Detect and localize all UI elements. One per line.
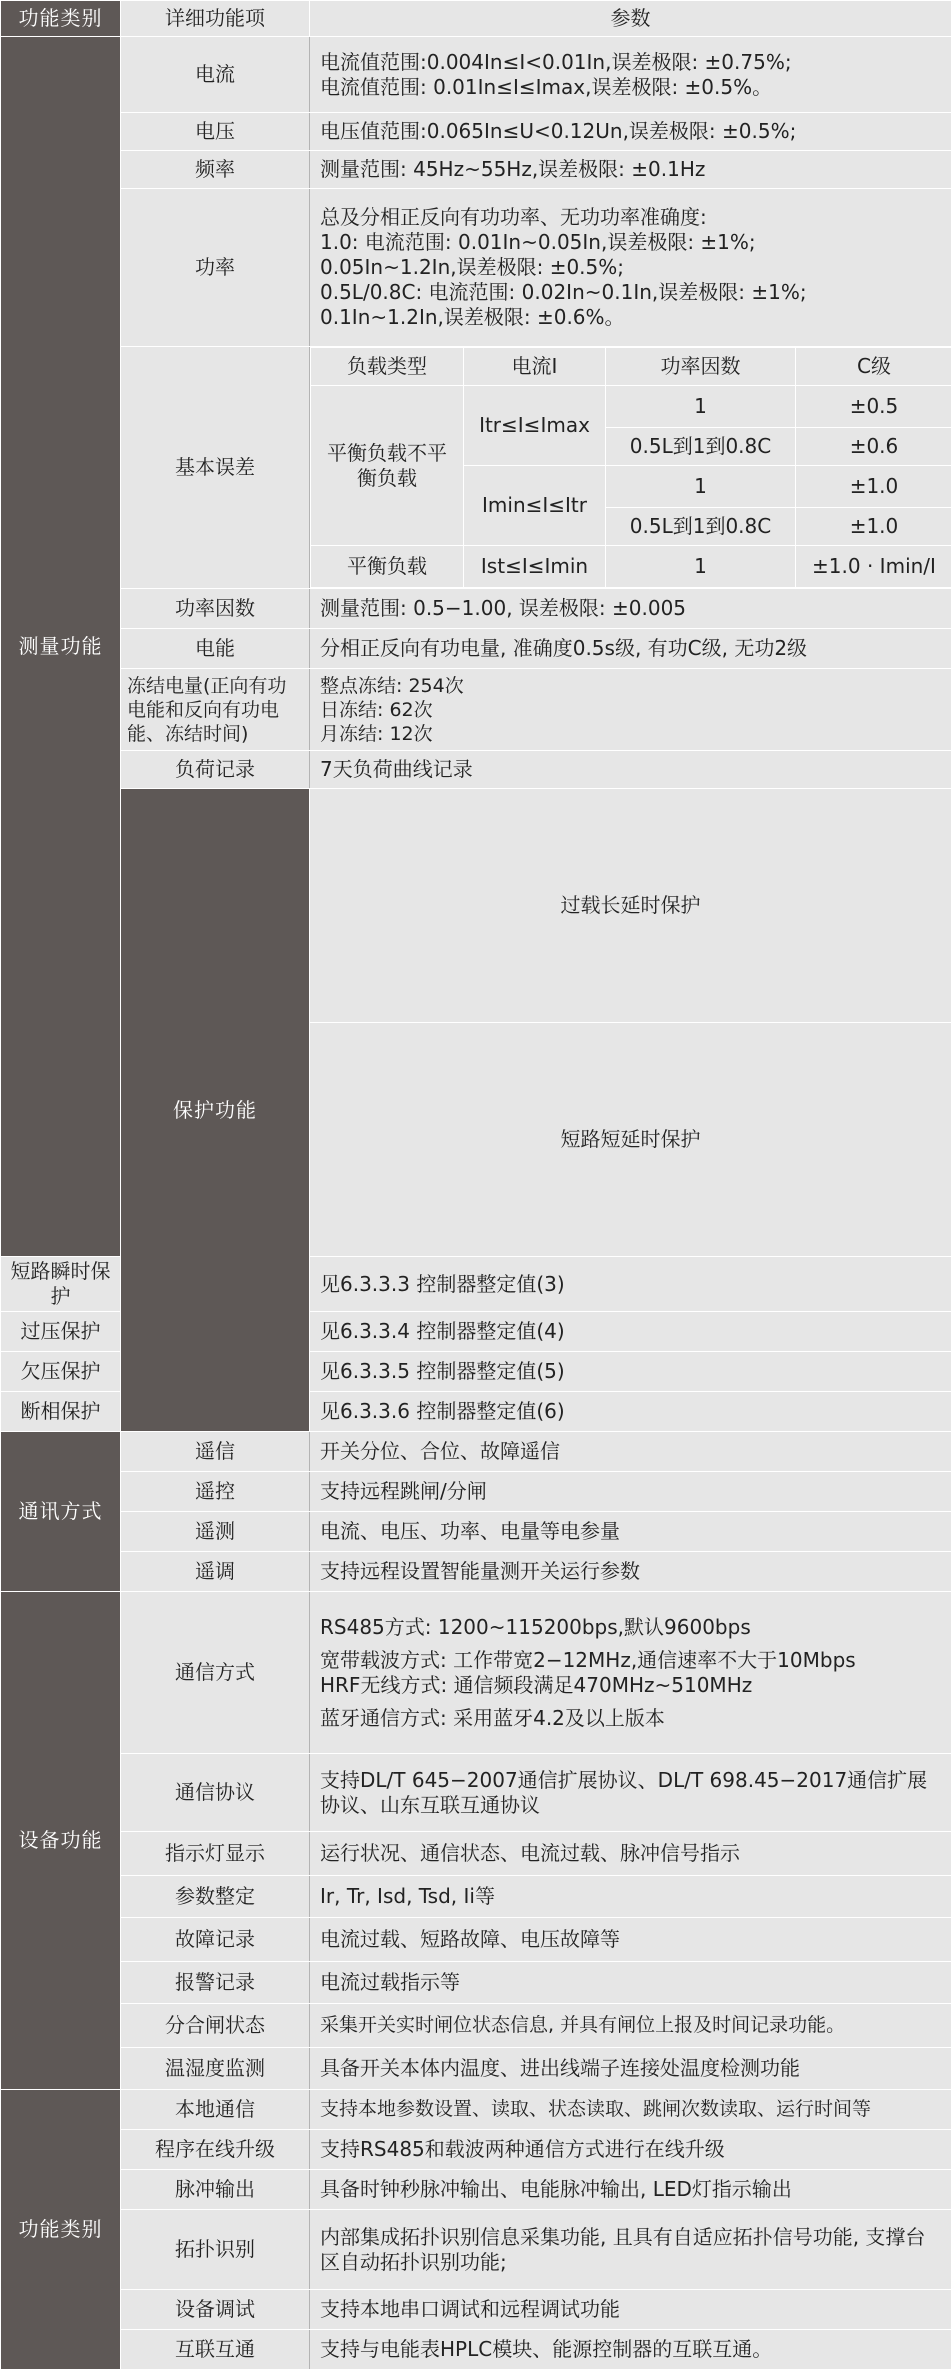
table-row bbox=[1, 1472, 951, 1512]
pf-range-2: 0.5L到1到0.8C bbox=[606, 508, 796, 546]
class-value-3: ±1.0 bbox=[796, 466, 951, 508]
class-value-1: ±0.5 bbox=[796, 386, 951, 428]
table-row bbox=[1, 2290, 951, 2330]
value-temp-humidity: 具备开关本体内温度、进出线端子连接处温度检测功能 bbox=[310, 2048, 951, 2090]
table-row bbox=[1, 669, 951, 751]
comm-mode-plc: 宽带载波方式: 工作带宽2−12MHz,通信速率不大于10Mbps bbox=[320, 1648, 941, 1673]
header-param: 参数 bbox=[310, 1, 951, 37]
value-phase-loss-protection: 见6.3.3.6 控制器整定值(6) bbox=[310, 1392, 951, 1432]
header-category: 功能类别 bbox=[1, 1, 121, 37]
item-param-setting: 参数整定 bbox=[121, 1876, 310, 1918]
value-load-record: 7天负荷曲线记录 bbox=[310, 751, 951, 789]
item-phase-loss-protection: 断相保护 bbox=[1, 1392, 121, 1432]
category-protection: 保护功能 bbox=[121, 789, 310, 1432]
pf-unity-1: 1 bbox=[606, 386, 796, 428]
basic-error-table bbox=[310, 347, 951, 588]
table-row bbox=[1, 1832, 951, 1876]
item-voltage: 电压 bbox=[121, 113, 310, 151]
power-line-3: 0.05In~1.2In,误差极限: ±0.5%; bbox=[320, 255, 941, 280]
value-telesignal: 开关分位、合位、故障遥信 bbox=[310, 1432, 951, 1472]
pf-range-1: 0.5L到1到0.8C bbox=[606, 428, 796, 466]
table-row bbox=[311, 386, 951, 428]
class-value-2: ±0.6 bbox=[796, 428, 951, 466]
item-overload-protection: 过载长延时保护 bbox=[310, 789, 951, 1023]
item-freeze: 冻结电量(正向有功电能和反向有功电能、冻结时间) bbox=[121, 669, 310, 751]
comm-mode-bt: 蓝牙通信方式: 采用蓝牙4.2及以上版本 bbox=[320, 1706, 941, 1731]
item-undervoltage-protection: 欠压保护 bbox=[1, 1352, 121, 1392]
value-voltage: 电压值范围:0.065In≤U<0.12Un,误差极限: ±0.5%; bbox=[310, 113, 951, 151]
value-teleadjust: 支持远程设置智能量测开关运行参数 bbox=[310, 1552, 951, 1592]
category-device: 设备功能 bbox=[1, 1592, 121, 2090]
table-row bbox=[1, 1754, 951, 1832]
basic-error-header-pf: 功率因数 bbox=[606, 348, 796, 386]
value-indicator: 运行状况、通信状态、电流过载、脉冲信号指示 bbox=[310, 1832, 951, 1876]
item-overvoltage-protection: 过压保护 bbox=[1, 1312, 121, 1352]
table-row bbox=[1, 113, 951, 151]
value-instant-protection: 见6.3.3.3 控制器整定值(3) bbox=[310, 1257, 951, 1312]
table-row bbox=[1, 189, 951, 347]
item-topology: 拓扑识别 bbox=[121, 2210, 310, 2290]
item-instant-protection: 短路瞬时保护 bbox=[1, 1257, 121, 1312]
value-switch-state: 采集开关实时闸位状态信息, 并具有闸位上报及时间记录功能。 bbox=[310, 2004, 951, 2048]
value-alarm-record: 电流过载指示等 bbox=[310, 1962, 951, 2004]
table-row bbox=[311, 546, 951, 588]
table-row bbox=[1, 2330, 951, 2370]
freeze-line-1: 整点冻结: 254次 bbox=[320, 674, 941, 698]
value-fault-record: 电流过载、短路故障、电压故障等 bbox=[310, 1918, 951, 1962]
category-measure: 测量功能 bbox=[1, 37, 121, 1257]
protocol-text: 支持DL/T 645−2007通信扩展协议、DL/T 698.45−2017通信扩展协议、山东互联互通协议 bbox=[320, 1768, 941, 1818]
basic-error-header-load: 负载类型 bbox=[311, 348, 464, 386]
table-row bbox=[1, 789, 951, 1023]
item-interop: 互联互通 bbox=[121, 2330, 310, 2370]
category-comm: 通讯方式 bbox=[1, 1432, 121, 1592]
value-power bbox=[310, 189, 951, 347]
power-line-4: 0.5L/0.8C: 电流范围: 0.02In~0.1In,误差极限: ±1%; bbox=[320, 280, 941, 305]
value-comm-mode bbox=[310, 1592, 951, 1754]
item-device-debug: 设备调试 bbox=[121, 2290, 310, 2330]
table-row bbox=[1, 1432, 951, 1472]
comm-mode-hrf: HRF无线方式: 通信频段满足470MHz~510MHz bbox=[320, 1673, 941, 1698]
comm-mode-rs485: RS485方式: 1200~115200bps,默认9600bps bbox=[320, 1615, 941, 1640]
item-load-record: 负荷记录 bbox=[121, 751, 310, 789]
basic-error-header-class: C级 bbox=[796, 348, 951, 386]
item-local-comm: 本地通信 bbox=[121, 2090, 310, 2130]
table-row bbox=[1, 2130, 951, 2170]
table-row bbox=[1, 1876, 951, 1918]
table-row bbox=[1, 629, 951, 669]
value-param-setting: Ir, Tr, Isd, Tsd, Ii等 bbox=[310, 1876, 951, 1918]
table-row bbox=[1, 2004, 951, 2048]
basic-error-header bbox=[311, 348, 951, 386]
pf-unity-3: 1 bbox=[606, 546, 796, 588]
value-local-comm: 支持本地参数设置、读取、状态读取、跳闸次数读取、运行时间等 bbox=[310, 2090, 951, 2130]
item-pulse-output: 脉冲输出 bbox=[121, 2170, 310, 2210]
table-row bbox=[1, 2090, 951, 2130]
freeze-line-2: 日冻结: 62次 bbox=[320, 698, 941, 722]
item-telesignal: 遥信 bbox=[121, 1432, 310, 1472]
value-topology bbox=[310, 2210, 951, 2290]
value-overvoltage-protection: 见6.3.3.4 控制器整定值(4) bbox=[310, 1312, 951, 1352]
basic-error-cell bbox=[310, 347, 951, 589]
item-online-upgrade: 程序在线升级 bbox=[121, 2130, 310, 2170]
table-row bbox=[1, 2170, 951, 2210]
item-current: 电流 bbox=[121, 37, 310, 113]
power-line-1: 总及分相正反向有功功率、无功功率准确度: bbox=[320, 205, 941, 230]
category-misc: 功能类别 bbox=[1, 2090, 121, 2370]
value-device-debug: 支持本地串口调试和远程调试功能 bbox=[310, 2290, 951, 2330]
range-imin-itr: Imin≤I≤Itr bbox=[464, 466, 606, 546]
table-row bbox=[1, 1552, 951, 1592]
topology-text: 内部集成拓扑识别信息采集功能, 且具有自适应拓扑信号功能, 支撑台区自动拓扑识别功能; bbox=[320, 2225, 941, 2275]
item-telemetry: 遥测 bbox=[121, 1512, 310, 1552]
value-power-factor: 测量范围: 0.5−1.00, 误差极限: ±0.005 bbox=[310, 589, 951, 629]
table-row bbox=[1, 2048, 951, 2090]
freeze-line-3: 月冻结: 12次 bbox=[320, 722, 941, 746]
item-power: 功率 bbox=[121, 189, 310, 347]
item-power-factor: 功率因数 bbox=[121, 589, 310, 629]
power-line-5: 0.1In~1.2In,误差极限: ±0.6%。 bbox=[320, 305, 941, 330]
power-line-2: 1.0: 电流范围: 0.01In~0.05In,误差极限: ±1%; bbox=[320, 230, 941, 255]
table-row bbox=[1, 37, 951, 113]
item-short-delay-protection: 短路短延时保护 bbox=[310, 1023, 951, 1257]
value-protocol bbox=[310, 1754, 951, 1832]
item-protocol: 通信协议 bbox=[121, 1754, 310, 1832]
current-line-1: 电流值范围:0.004In≤I<0.01In,误差极限: ±0.75%; bbox=[320, 50, 941, 75]
range-itr-imax: Itr≤I≤Imax bbox=[464, 386, 606, 466]
value-freeze bbox=[310, 669, 951, 751]
table-row bbox=[1, 2210, 951, 2290]
value-telemetry: 电流、电压、功率、电量等电参量 bbox=[310, 1512, 951, 1552]
item-basic-error: 基本误差 bbox=[121, 347, 310, 589]
value-interop: 支持与电能表HPLC模块、能源控制器的互联互通。 bbox=[310, 2330, 951, 2370]
item-alarm-record: 报警记录 bbox=[121, 1962, 310, 2004]
pf-unity-2: 1 bbox=[606, 466, 796, 508]
header-item: 详细功能项 bbox=[121, 1, 310, 37]
header-row bbox=[1, 1, 951, 37]
value-current bbox=[310, 37, 951, 113]
table-row bbox=[1, 751, 951, 789]
table-row bbox=[1, 347, 951, 589]
item-comm-mode: 通信方式 bbox=[121, 1592, 310, 1754]
table-row bbox=[1, 1512, 951, 1552]
range-ist-imin: Ist≤I≤Imin bbox=[464, 546, 606, 588]
item-fault-record: 故障记录 bbox=[121, 1918, 310, 1962]
class-value-5: ±1.0 · Imin/I bbox=[796, 546, 951, 588]
load-balanced: 平衡负载 bbox=[311, 546, 464, 588]
item-switch-state: 分合闸状态 bbox=[121, 2004, 310, 2048]
table-row bbox=[1, 589, 951, 629]
item-energy: 电能 bbox=[121, 629, 310, 669]
value-undervoltage-protection: 见6.3.3.5 控制器整定值(5) bbox=[310, 1352, 951, 1392]
item-temp-humidity: 温湿度监测 bbox=[121, 2048, 310, 2090]
item-teleadjust: 遥调 bbox=[121, 1552, 310, 1592]
current-line-2: 电流值范围: 0.01In≤I≤Imax,误差极限: ±0.5%。 bbox=[320, 75, 941, 100]
basic-error-header-current: 电流I bbox=[464, 348, 606, 386]
table-row bbox=[1, 1918, 951, 1962]
value-energy: 分相正反向有功电量, 准确度0.5s级, 有功C级, 无功2级 bbox=[310, 629, 951, 669]
class-value-4: ±1.0 bbox=[796, 508, 951, 546]
table-row bbox=[1, 1592, 951, 1754]
item-indicator: 指示灯显示 bbox=[121, 1832, 310, 1876]
item-telecontrol: 遥控 bbox=[121, 1472, 310, 1512]
value-telecontrol: 支持远程跳闸/分闸 bbox=[310, 1472, 951, 1512]
table-row bbox=[1, 1962, 951, 2004]
item-frequency: 频率 bbox=[121, 151, 310, 189]
load-unbalanced: 平衡负载不平衡负载 bbox=[311, 386, 464, 546]
table-row bbox=[1, 151, 951, 189]
value-frequency: 测量范围: 45Hz~55Hz,误差极限: ±0.1Hz bbox=[310, 151, 951, 189]
value-online-upgrade: 支持RS485和载波两种通信方式进行在线升级 bbox=[310, 2130, 951, 2170]
value-pulse-output: 具备时钟秒脉冲输出、电能脉冲输出, LED灯指示输出 bbox=[310, 2170, 951, 2210]
